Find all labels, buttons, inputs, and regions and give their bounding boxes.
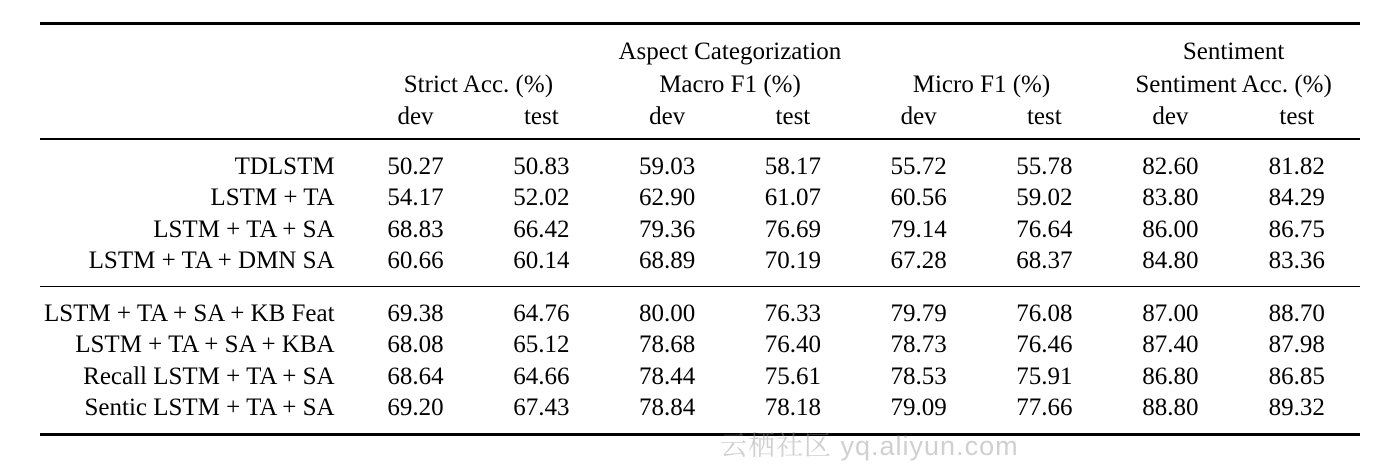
metric-header-micro-f1: Micro F1 (%) <box>912 70 1051 98</box>
cell-value: 69.38 <box>387 299 444 327</box>
row-model-label: LSTM + TA + DMN SA <box>88 247 335 274</box>
table-bottom-rule <box>40 434 1360 438</box>
subheader-sentiment-test: test <box>1279 103 1315 130</box>
cell-value: 60.14 <box>513 247 570 274</box>
cell-value: 61.07 <box>764 184 822 211</box>
block1-bottom-spacer <box>40 277 1360 287</box>
metric-header-sentiment-acc: Sentiment Acc. (%) <box>1135 70 1332 98</box>
cell-value: 78.44 <box>639 362 696 390</box>
row-model-label: LSTM + TA + SA + KB Feat <box>44 299 335 327</box>
cell-value: 78.18 <box>764 394 822 421</box>
cell-value: 67.28 <box>890 247 947 274</box>
cell-value: 68.37 <box>1016 247 1073 274</box>
cell-value: 60.66 <box>387 247 444 274</box>
cell-value: 87.40 <box>1142 331 1199 358</box>
cell-value: 76.33 <box>764 299 822 327</box>
row-model-label: Recall LSTM + TA + SA <box>83 362 335 390</box>
cell-value: 69.20 <box>387 394 444 421</box>
row-model-label: TDLSTM <box>234 152 335 180</box>
cell-value: 52.02 <box>513 184 570 211</box>
cell-value: 79.36 <box>639 215 696 243</box>
cell-value: 55.72 <box>890 152 947 180</box>
table-row <box>40 151 1360 183</box>
subheader-macro-dev: dev <box>649 103 686 130</box>
cell-value: 80.00 <box>639 299 696 327</box>
cell-value: 54.17 <box>387 184 444 211</box>
cell-value: 60.56 <box>890 184 947 211</box>
subheader-strict-dev: dev <box>397 103 434 130</box>
cell-value: 66.42 <box>513 215 570 243</box>
table-row <box>40 361 1360 393</box>
cell-value: 84.29 <box>1268 184 1325 211</box>
metric-header-strict-acc: Strict Acc. (%) <box>403 70 554 98</box>
cell-value: 86.75 <box>1268 215 1325 243</box>
cell-value: 68.83 <box>387 215 444 243</box>
block1-top-spacer <box>40 142 1360 151</box>
table-row <box>40 245 1360 277</box>
cell-value: 88.80 <box>1142 394 1199 421</box>
cell-value: 78.68 <box>639 331 696 358</box>
cell-value: 62.90 <box>639 184 696 211</box>
group-header-sentiment: Sentiment <box>1182 38 1285 65</box>
cell-value: 89.32 <box>1268 394 1325 421</box>
subheader-micro-test: test <box>1026 103 1062 130</box>
cell-value: 76.64 <box>1016 215 1073 243</box>
results-table-container <box>40 22 1360 438</box>
cell-value: 83.80 <box>1142 184 1199 211</box>
table-row <box>40 182 1360 214</box>
subheader-strict-test: test <box>523 103 559 130</box>
table-row <box>40 392 1360 424</box>
cell-value: 68.64 <box>387 362 444 390</box>
cell-value: 78.84 <box>639 394 696 421</box>
cell-value: 86.80 <box>1142 362 1199 390</box>
cell-value: 75.91 <box>1016 362 1073 390</box>
table-row <box>40 214 1360 246</box>
subcolumn-row-spacer <box>40 101 353 139</box>
cell-value: 86.00 <box>1142 215 1199 243</box>
cell-value: 78.53 <box>890 362 947 390</box>
cell-value: 79.09 <box>890 394 947 421</box>
subcolumn-header-row <box>40 101 1360 139</box>
cell-value: 50.27 <box>387 152 444 180</box>
cell-value: 68.89 <box>639 247 696 274</box>
cell-value: 79.14 <box>890 215 947 243</box>
table-row <box>40 298 1360 330</box>
cell-value: 84.80 <box>1142 247 1199 274</box>
cell-value: 77.66 <box>1016 394 1073 421</box>
cell-value: 65.12 <box>513 331 570 358</box>
cell-value: 87.00 <box>1142 299 1199 327</box>
header-spacer <box>40 27 1360 36</box>
cell-value: 76.08 <box>1016 299 1073 327</box>
watermark-text: 云栖社区 yq.aliyun.com <box>720 431 1019 461</box>
cell-value: 64.66 <box>513 362 570 390</box>
cell-value: 67.43 <box>513 394 570 421</box>
cell-value: 88.70 <box>1268 299 1325 327</box>
block2-top-spacer <box>40 289 1360 298</box>
cell-value: 79.79 <box>890 299 947 327</box>
cell-value: 86.85 <box>1268 362 1325 390</box>
cell-value: 70.19 <box>764 247 822 274</box>
model-column-header <box>40 36 353 69</box>
subheader-micro-dev: dev <box>900 103 937 130</box>
cell-value: 68.08 <box>387 331 444 358</box>
cell-value: 82.60 <box>1142 152 1199 180</box>
block2-bottom-spacer <box>40 424 1360 435</box>
subheader-macro-test: test <box>775 103 811 130</box>
cell-value: 76.69 <box>764 215 822 243</box>
cell-value: 58.17 <box>764 152 822 180</box>
cell-value: 81.82 <box>1268 152 1325 180</box>
subheader-sentiment-dev: dev <box>1152 103 1189 130</box>
cell-value: 83.36 <box>1268 247 1325 274</box>
row-model-label: LSTM + TA <box>210 184 335 211</box>
row-model-label: LSTM + TA + SA + KBA <box>75 331 335 358</box>
metric-row-spacer <box>40 69 353 102</box>
row-model-label: Sentic LSTM + TA + SA <box>84 394 335 421</box>
cell-value: 59.03 <box>639 152 696 180</box>
cell-value: 76.46 <box>1016 331 1073 358</box>
cell-value: 59.02 <box>1016 184 1073 211</box>
group-header-row <box>40 36 1360 69</box>
cell-value: 50.83 <box>513 152 570 180</box>
group-header-aspect: Aspect Categorization <box>618 38 842 65</box>
cell-value: 75.61 <box>764 362 822 390</box>
metric-header-row <box>40 69 1360 102</box>
cell-value: 87.98 <box>1268 331 1325 358</box>
row-model-label: LSTM + TA + SA <box>153 215 335 243</box>
cell-value: 76.40 <box>764 331 822 358</box>
results-table <box>40 22 1360 438</box>
cell-value: 64.76 <box>513 299 570 327</box>
cell-value: 55.78 <box>1016 152 1073 180</box>
cell-value: 78.73 <box>890 331 947 358</box>
table-row <box>40 329 1360 361</box>
metric-header-macro-f1: Macro F1 (%) <box>659 70 801 98</box>
